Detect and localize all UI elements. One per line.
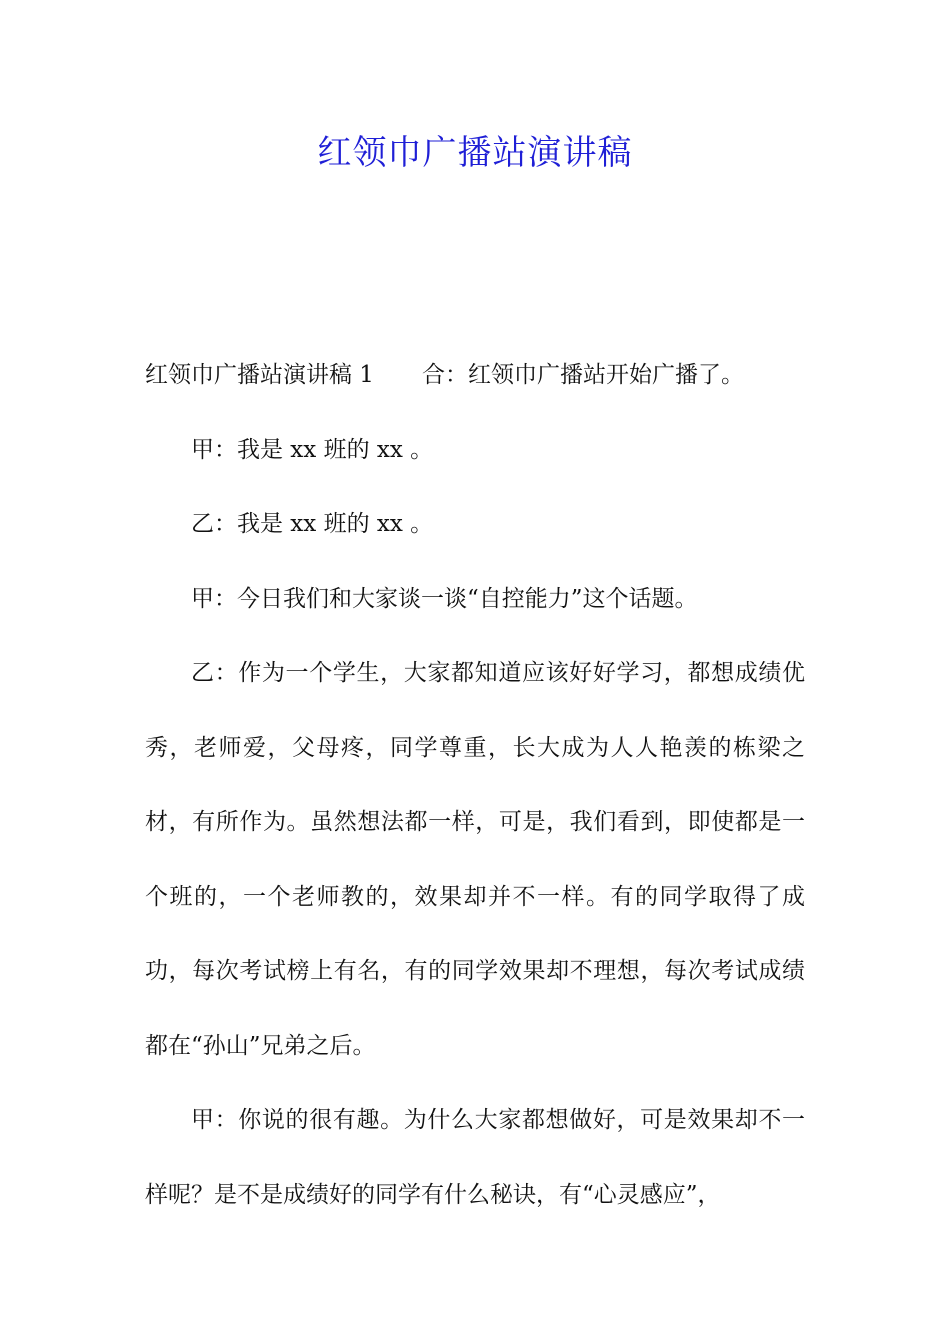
paragraph: 乙：我是 xx 班的 xx 。 [191, 511, 434, 537]
paragraph: 甲：我是 xx 班的 xx 。 [191, 436, 434, 463]
paragraph: 乙：作为一个学生，大家都知道应该好好学习，都想成绩优秀，老师爱，父母疼，同学尊重，长大成为人人艳羡的栋梁之材，有所作为。虽然想法都一样，可是，我们看到，即使都是一个班的，一个老师教的，效果却并不一样。有的同学取得了成功，每次考试榜上有名，有的同学效果却不理想，每次考试成绩都在“孙山”兄弟之后。 [145, 660, 805, 1059]
speech-heading: 红领巾广播站演讲稿 1 [145, 362, 374, 388]
paragraph: 甲：今日我们和大家谈一谈“自控能力”这个话题。 [191, 585, 698, 612]
document-title: 红领巾广播站演讲稿 [317, 133, 633, 173]
document-body [145, 338, 805, 1232]
first-line [145, 338, 805, 413]
paragraph: 甲：你说的很有趣。为什么大家都想做好，可是效果却不一样呢？是不是成绩好的同学有什么秘诀，有“心灵感应”， [145, 1107, 805, 1208]
opening-line: 合：红领巾广播站开始广播了。 [421, 362, 744, 388]
